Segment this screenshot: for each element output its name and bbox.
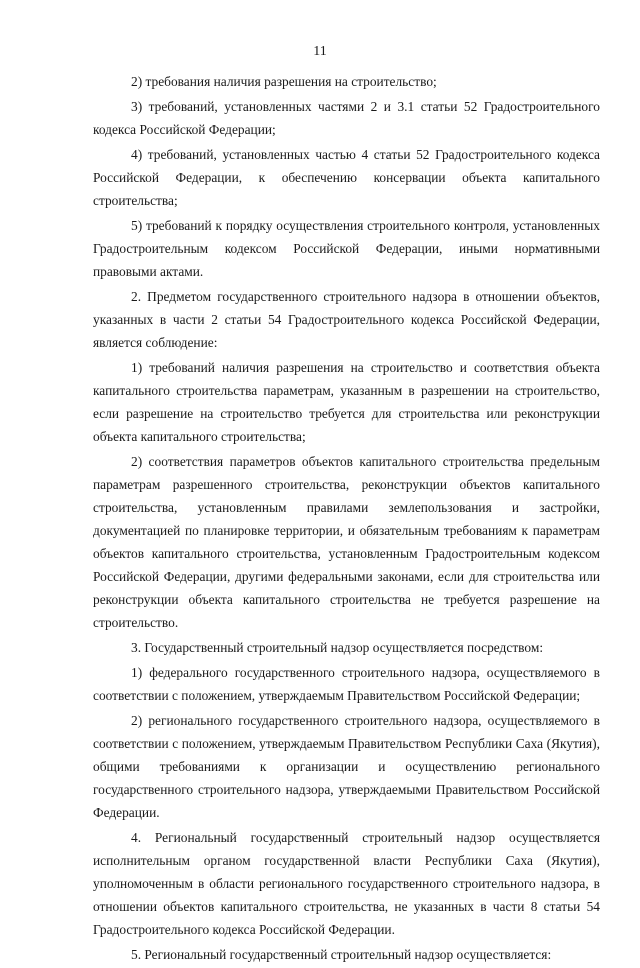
paragraph-section-3-item-2: 2) регионального государственного строительного надзора, осуществляемого в соответствии с положением, утверждаемым Правительством Республики Саха (Якутия), общими требованиями к организации и осуществлению регионального государственного строительного надзора, утверждаемыми Правительством Российской Федерации. (93, 713, 600, 820)
paragraph-section-2-item-2: 2) соответствия параметров объектов капитального строительства предельным параметрам разрешенного строительства, реконструкции объектов капитального строительства, установленным правилами землепользования и застройки, документацией по планировке территории, и обязательным требованиям к параметрам объектов капитального строительства, установленным Градостроительным кодексом Российской Федерации, другими федеральными законами, если для строительства или реконструкции объекта капитального строительства не требуется разрешение на строительство. (93, 454, 600, 630)
paragraph-section-3-item-1: 1) федерального государственного строительного надзора, осуществляемого в соответствии с положением, утверждаемым Правительством Российской Федерации; (93, 665, 600, 703)
paragraph-section-2-item-1: 1) требований наличия разрешения на строительство и соответствия объекта капитального строительства параметрам, указанным в разрешении на строительство, если разрешение на строительство требуется для строительства или реконструкции объекта капитального строительства; (93, 360, 600, 444)
document-body (93, 70, 600, 968)
paragraph-section-3: 3. Государственный строительный надзор осуществляется посредством: (131, 640, 544, 655)
paragraph-requirement-2: 2) требования наличия разрешения на строительство; (131, 74, 437, 89)
paragraph-section-4: 4. Региональный государственный строительный надзор осуществляется исполнительным органом государственной власти Республики Саха (Якутия), уполномоченным в области регионального государственного строительного надзора, в отношении объектов капитального строительства, не указанных в части 8 статьи 54 Градостроительного кодекса Российской Федерации. (93, 830, 600, 937)
paragraph-requirement-3: 3) требований, установленных частями 2 и 3.1 статьи 52 Градостроительного кодекса Российской Федерации; (93, 99, 600, 137)
paragraph-section-2: 2. Предметом государственного строительного надзора в отношении объектов, указанных в части 2 статьи 54 Градостроительного кодекса Российской Федерации, является соблюдение: (93, 289, 600, 350)
paragraph-requirement-4: 4) требований, установленных частью 4 статьи 52 Градостроительного кодекса Российской Федерации, к обеспечению консервации объекта капитального строительства; (93, 147, 600, 208)
paragraph-section-5: 5. Региональный государственный строительный надзор осуществляется: (131, 947, 552, 962)
paragraph-requirement-5: 5) требований к порядку осуществления строительного контроля, установленных Градостроительным кодексом Российской Федерации, иными нормативными правовыми актами. (93, 218, 600, 279)
page-number: 11 (313, 44, 327, 59)
